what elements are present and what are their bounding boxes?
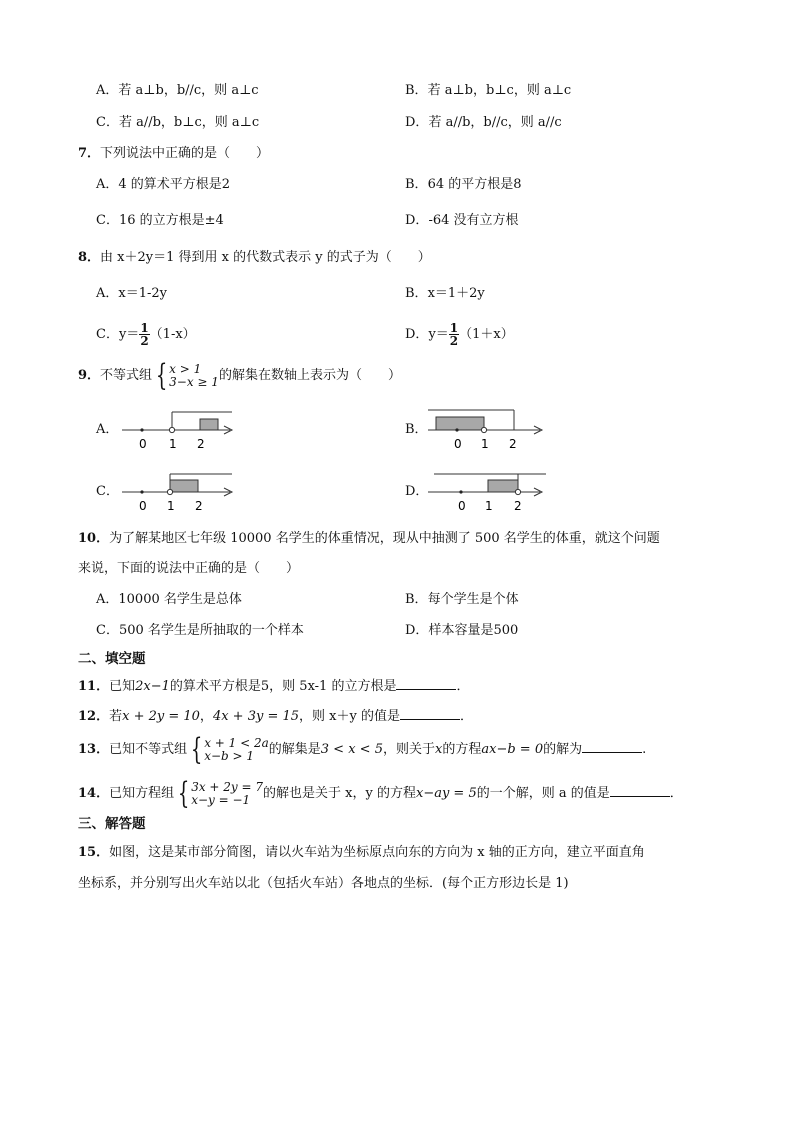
q13: 13．已知不等式组 { x + 1 < 2a x−b > 1 的解集是3 < x < 5，则关于x的方程ax−b = 0的解为 . <box>78 731 647 767</box>
q9-option-d-number-line <box>426 468 550 516</box>
q9-option-a-letter: A． <box>96 422 119 437</box>
q15-line1: 15．如图，这是某市部分简图，请以火车站为坐标原点向东的方向为 x 轴的正方向，建立平面直角 <box>78 845 645 860</box>
q10-option-d: D．样本容量是500 <box>405 623 519 638</box>
fraction-one-half: $\frac{1}{2}$ <box>140 321 149 348</box>
q6-option-c: C．若 a//b，b⊥c，则 a⊥c <box>96 115 260 130</box>
q7-option-c: C．16 的立方根是±4 <box>96 213 224 228</box>
tick-label-0: 0 <box>454 437 462 451</box>
tick-label-0: 0 <box>139 437 147 451</box>
tick-label-2: 2 <box>509 437 517 451</box>
q9-option-b-letter: B． <box>405 422 428 437</box>
q8-option-c: C．y＝ $\frac{1}{2}$ （1-x） <box>96 321 196 348</box>
inequality-system: { x > 1 3−x ≥ 1 <box>155 357 219 393</box>
tick-label-0: 0 <box>458 499 466 513</box>
q8-option-a: A．x＝1-2y <box>96 286 168 301</box>
tick-label-1: 1 <box>167 499 175 513</box>
q6-option-a: A．若 a⊥b，b//c，则 a⊥c <box>96 83 259 98</box>
q10-stem-line1: 10．为了解某地区七年级 10000 名学生的体重情况，现从中抽测了 500 名学生的体重，就这个问题 <box>78 531 660 546</box>
q13-answer-blank <box>582 740 642 753</box>
q12: 12．若x + 2y = 10，4x + 3y = 15，则 x＋y 的值是 ． <box>78 709 473 724</box>
q11: 11．已知2x−1的算术平方根是5，则 5x-1 的立方根是 ． <box>78 679 470 694</box>
section-fill-in-title: 二、填空题 <box>78 651 146 667</box>
q15-line2: 坐标系，并分别写出火车站以北（包括火车站）各地点的坐标．(每个正方形边长是 1) <box>78 876 569 891</box>
tick-label-1: 1 <box>481 437 489 451</box>
q9-option-c-letter: C． <box>96 484 119 499</box>
q12-answer-blank <box>400 707 460 720</box>
tick-label-1: 1 <box>485 499 493 513</box>
q9-option-a-number-line <box>120 406 240 454</box>
q11-answer-blank <box>396 677 456 690</box>
tick-label-0: 0 <box>139 499 147 513</box>
fraction-one-half: $\frac{1}{2}$ <box>449 321 459 348</box>
q9-option-c-number-line <box>120 468 240 516</box>
q14: 14．已知方程组 { 3x + 2y = 7 x−y = −1 的解也是关于 x，y 的方程x−ay = 5的一个解，则 a 的值是 ． <box>78 775 683 811</box>
tick-label-1: 1 <box>169 437 177 451</box>
q14-answer-blank <box>610 784 670 797</box>
q7-option-d: D．-64 没有立方根 <box>405 213 519 228</box>
q9-option-b-number-line <box>426 406 550 454</box>
q7-stem: 7．下列说法中正确的是（ ） <box>78 146 270 161</box>
q7-option-b: B．64 的平方根是8 <box>405 177 522 192</box>
q10-stem-line2: 来说，下面的说法中正确的是（ ） <box>78 561 300 576</box>
q10-option-a: A．10000 名学生是总体 <box>96 592 242 607</box>
tick-label-2: 2 <box>195 499 203 513</box>
q10-option-c: C．500 名学生是所抽取的一个样本 <box>96 623 304 638</box>
tick-label-2: 2 <box>514 499 522 513</box>
tick-label-2: 2 <box>197 437 205 451</box>
equation-system: { 3x + 2y = 7 x−y = −1 <box>177 775 264 811</box>
q9-option-d-letter: D． <box>405 484 429 499</box>
q6-option-b: B．若 a⊥b，b⊥c，则 a⊥c <box>405 83 572 98</box>
section-solutions-title: 三、解答题 <box>78 816 146 832</box>
q8-option-b: B．x＝1＋2y <box>405 286 485 301</box>
q6-option-d: D．若 a//b，b//c，则 a//c <box>405 115 562 130</box>
q10-option-b: B．每个学生是个体 <box>405 592 519 607</box>
q7-option-a: A．4 的算术平方根是2 <box>96 177 231 192</box>
inequality-system: { x + 1 < 2a x−b > 1 <box>190 731 269 767</box>
q8-stem: 8．由 x＋2y＝1 得到用 x 的代数式表示 y 的式子为（ ） <box>78 250 431 265</box>
q9-stem: 9．不等式组 { x > 1 3−x ≥ 1 的解集在数轴上表示为（ ） <box>78 357 401 393</box>
q8-option-d: D．y＝ $\frac{1}{2}$ （1＋x） <box>405 321 514 348</box>
